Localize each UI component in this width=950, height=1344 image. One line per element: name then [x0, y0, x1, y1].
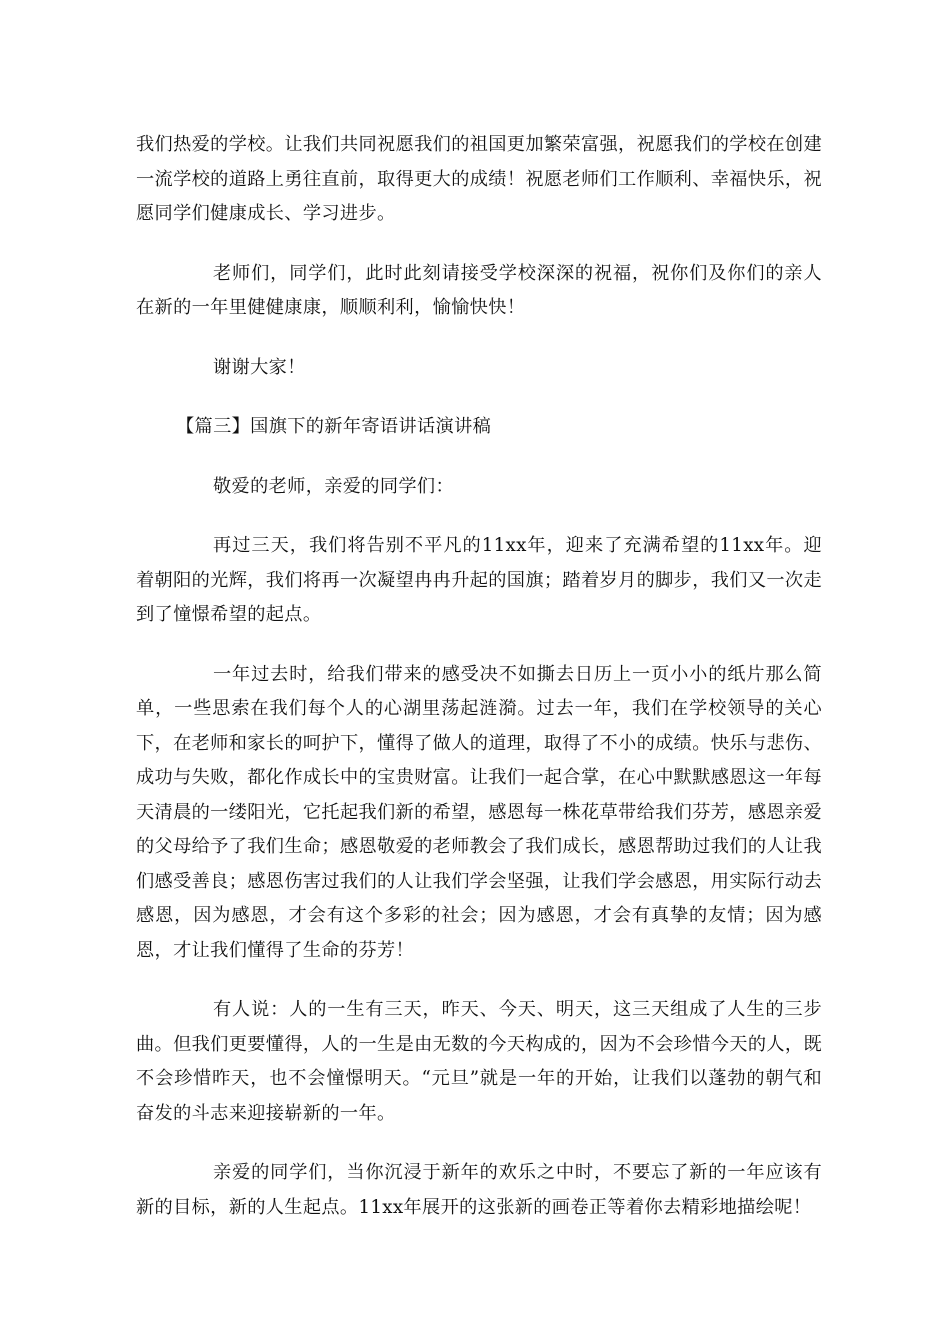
paragraph-farewell-year: 再过三天，我们将告别不平凡的11xx年，迎来了充满希望的11xx年。迎着朝阳的光辉，我们将再一次凝望冉冉升起的国旗；踏着岁月的脚步，我们又一次走到了憧憬希望的起点。 — [136, 535, 822, 625]
section-heading: 【篇三】国旗下的新年寄语讲话演讲稿 — [176, 416, 492, 437]
paragraph-three-days: 有人说：人的一生有三天，昨天、今天、明天，这三天组成了人生的三步曲。但我们更要懂得，人的一生是由无数的今天构成的，因为不会珍惜今天的人，既不会珍惜昨天，也不会憧憬明天。“元旦”就是一年的开始，让我们以蓬勃的朝气和奋发的斗志来迎接崭新的一年。 — [136, 999, 822, 1124]
paragraph-new-goals: 亲爱的同学们，当你沉浸于新年的欢乐之中时，不要忘了新的一年应该有新的目标，新的人生起点。11xx年展开的这张新的画卷正等着你去精彩地描绘呢！ — [136, 1162, 822, 1218]
paragraph-gratitude: 一年过去时，给我们带来的感受决不如撕去日历上一页小小的纸片那么简单，一些思索在我们每个人的心湖里荡起涟漪。过去一年，我们在学校领导的关心下，在老师和家长的呵护下，懂得了做人的道理，取得了不小的成绩。快乐与悲伤、成功与失败，都化作成长中的宝贵财富。让我们一起合掌，在心中默默感恩这一年每天清晨的一缕阳光，它托起我们新的希望，感恩每一株花草带给我们芬芳，感恩亲爱的父母给予了我们生命；感恩敬爱的老师教会了我们成长，感恩帮助过我们的人让我们感受善良；感恩伤害过我们的人让我们学会坚强，让我们学会感恩，用实际行动去感恩，因为感恩，才会有这个多彩的社会；因为感恩，才会有真挚的友情；因为感恩，才让我们懂得了生命的芬芳！ — [136, 663, 822, 961]
paragraph-continued-blessing: 我们热爱的学校。让我们共同祝愿我们的祖国更加繁荣富强，祝愿我们的学校在创建一流学校的道路上勇往直前，取得更大的成绩！祝愿老师们工作顺利、幸福快乐，祝愿同学们健康成长、学习进步。 — [136, 134, 822, 224]
paragraph-salutation: 敬爱的老师，亲爱的同学们： — [213, 475, 454, 497]
paragraph-thanks: 谢谢大家！ — [213, 356, 306, 378]
paragraph-blessing-teachers-students: 老师们，同学们，此时此刻请接受学校深深的祝福，祝你们及你们的亲人在新的一年里健健康康，顺顺利利，愉愉快快！ — [136, 262, 822, 318]
document-body — [136, 128, 822, 1250]
